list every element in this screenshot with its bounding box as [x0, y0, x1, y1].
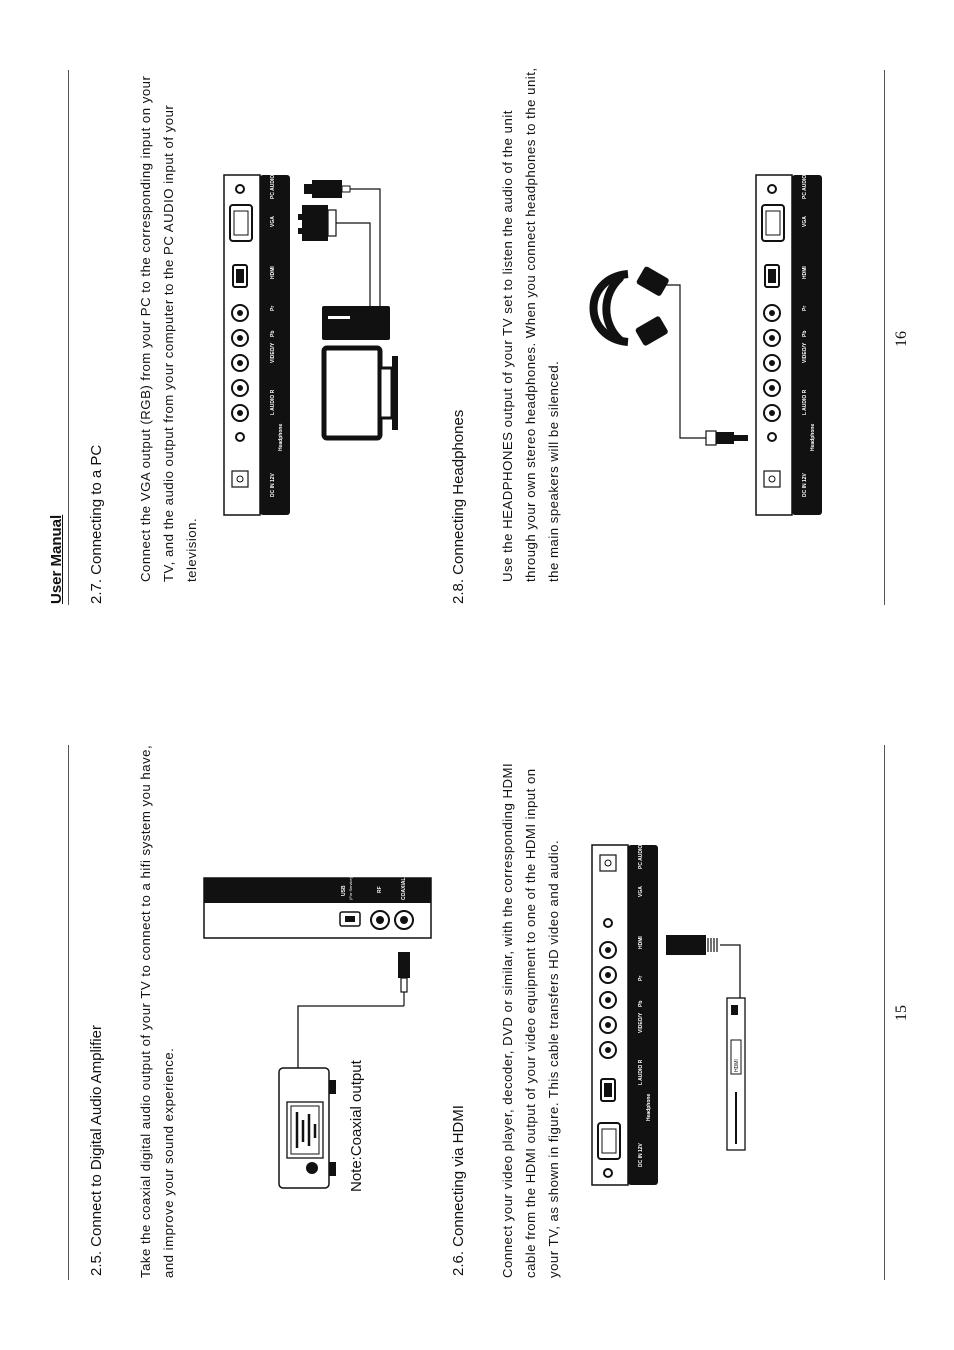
label-audio: L AUDIO R	[270, 389, 276, 415]
heading-2-6: 2.6. Connecting via HDMI	[450, 1105, 467, 1276]
label-vga: VGA	[270, 216, 276, 227]
label-vga: VGA	[638, 886, 644, 897]
side-label-rf: RF	[377, 886, 383, 893]
label-pcaudio: PC AUDIO	[270, 174, 276, 199]
page-number-left: 15	[893, 1005, 910, 1021]
label-hdmi: HDMI	[270, 266, 276, 279]
note-coaxial: Note:Coaxial output	[348, 1060, 365, 1192]
body-2-5: Take the coaxial digital audio output of your TV to connect to a hifi system you have, and improve your sound experience.	[138, 744, 176, 1278]
label-hdmi: HDMI	[638, 936, 644, 949]
side-label-coaxial: COAXIAL	[401, 877, 407, 900]
label-hdmi: HDMI	[802, 266, 808, 279]
page-number-right: 16	[893, 331, 910, 347]
label-pr: Pr	[638, 975, 644, 981]
label-headphone: Headphone	[810, 423, 816, 451]
label-dc: DC IN 12V	[638, 1143, 644, 1167]
label-audio: L AUDIO R	[638, 1059, 644, 1085]
label-pb: Pb	[802, 330, 808, 337]
label-video: VIDEO/Y	[270, 342, 276, 363]
heading-2-8: 2.8. Connecting Headphones	[450, 409, 467, 604]
label-audio: L AUDIO R	[802, 389, 808, 415]
label-headphone: Headphone	[278, 423, 284, 451]
label-video: VIDEO/Y	[802, 342, 808, 363]
label-pb: Pb	[270, 330, 276, 337]
label-pcaudio: PC AUDIO	[802, 174, 808, 199]
heading-2-5: 2.5. Connect to Digital Audio Amplifier	[88, 1025, 105, 1276]
body-2-8: Use the HEADPHONES output of your TV set to listen the audio of the unit through your own stereo headphones. When you connect headphones to the unit, the main speakers will be silenced.	[500, 67, 561, 582]
label-vga: VGA	[802, 216, 808, 227]
label-video: VIDEO/Y	[638, 1012, 644, 1033]
side-label-usb: USB	[341, 885, 347, 896]
body-2-6: Connect your video player, decoder, DVD or similar, with the corresponding HDMI cable from the HDMI output of your video equipment to one of the HDMI input on your TV, as shown in figure. This cable transfers HD video and audio.	[500, 762, 561, 1278]
label-dc: DC IN 12V	[270, 473, 276, 497]
body-2-7: Connect the VGA output (RGB) from your PC to the corresponding input on your TV, and the audio output from your computer to the PC AUDIO input of your television.	[138, 75, 199, 582]
label-headphone: Headphone	[646, 1093, 652, 1121]
label-pcaudio: PC AUDIO	[638, 844, 644, 869]
dvd-hdmi-label: HDMI	[734, 1059, 740, 1072]
label-pr: Pr	[270, 305, 276, 311]
label-pb: Pb	[638, 1000, 644, 1007]
header-title: User Manual	[48, 514, 65, 604]
label-pr: Pr	[802, 305, 808, 311]
label-dc: DC IN 12V	[802, 473, 808, 497]
heading-2-7: 2.7. Connecting to a PC	[88, 444, 105, 604]
side-label-usb-sub: (For Service)	[348, 876, 353, 900]
